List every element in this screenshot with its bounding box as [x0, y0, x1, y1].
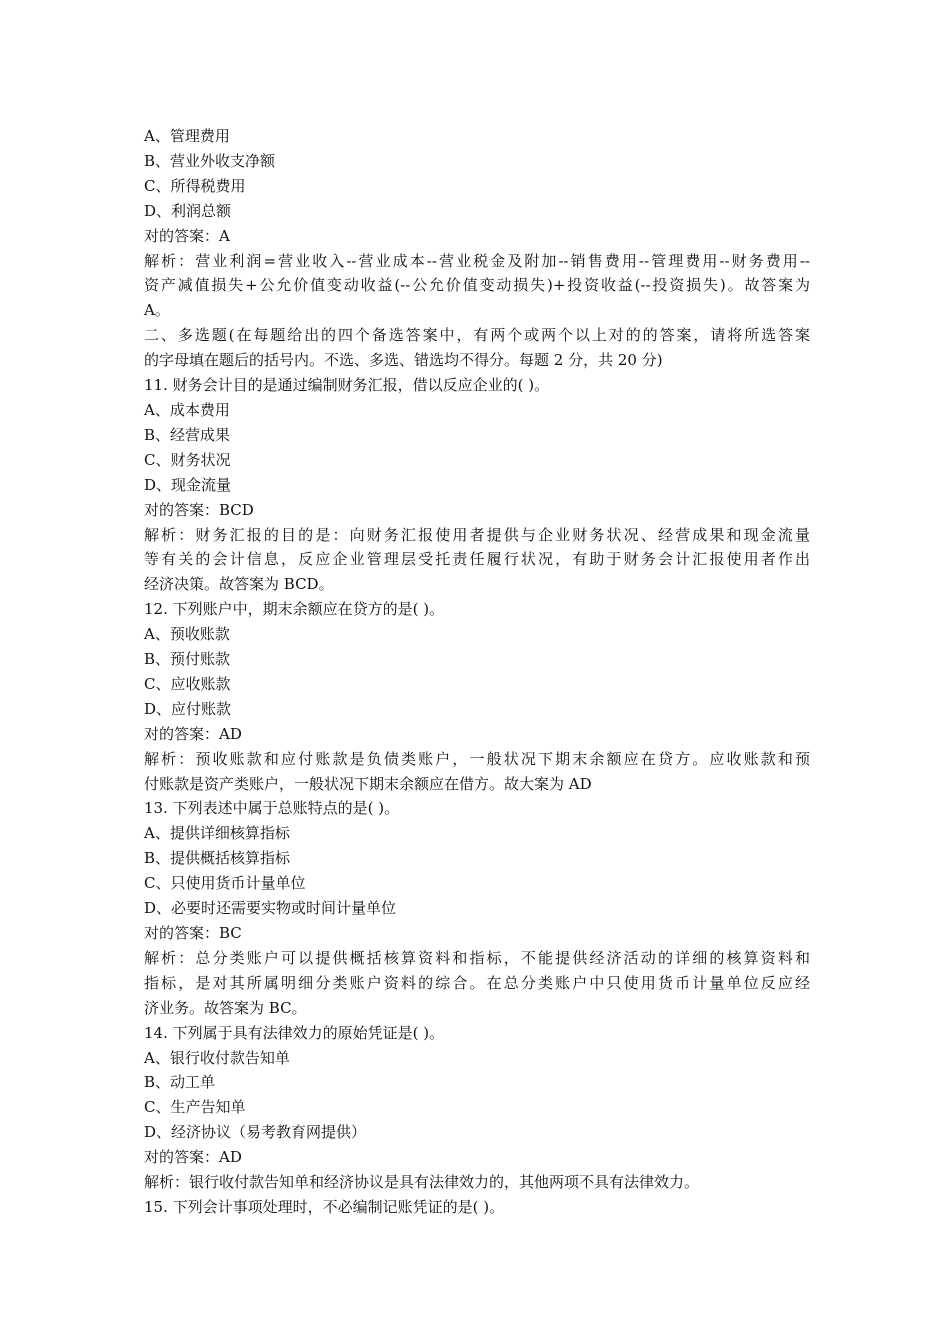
- option-line: C、生产告知单: [144, 1098, 246, 1117]
- answer-line: 对的答案：A: [144, 226, 230, 245]
- question-line: 14. 下列属于具有法律效力的原始凭证是( )。: [144, 1023, 445, 1042]
- answer-line: 对的答案：AD: [144, 1148, 242, 1167]
- explanation-line: 济业务。故答案为 BC。: [144, 998, 307, 1017]
- option-line: A、成本费用: [144, 400, 230, 419]
- explanation-line: A。: [144, 301, 170, 320]
- explanation-line: 等有关的会计信息，反应企业管理层受托责任履行状况，有助于财务会计汇报使用者作出: [144, 550, 810, 569]
- option-line: D、经济协议（易考教育网提供）: [144, 1123, 367, 1142]
- explanation-line: 解析：营业利润=营业收入--营业成本--营业税金及附加--销售费用--管理费用--财务费用--: [144, 251, 810, 270]
- answer-line: 对的答案：BC: [144, 924, 242, 942]
- explanation-line: 指标，是对其所属明细分类账户资料的综合。在总分类账户中只使用货币计量单位反应经: [144, 973, 810, 992]
- option-line: C、应收账款: [144, 674, 231, 693]
- question-line: 11. 财务会计目的是通过编制财务汇报，借以反应企业的( )。: [144, 376, 550, 395]
- explanation-line: 解析：财务汇报的目的是：向财务汇报使用者提供与企业财务状况、经营成果和现金流量: [144, 525, 810, 544]
- option-line: A、提供详细核算指标: [144, 824, 290, 843]
- explanation-line: 资产减值损失+公允价值变动收益(--公允价值变动损失)+投资收益(--投资损失)。故答案为: [144, 276, 810, 295]
- question-line: 15. 下列会计事项处理时，不必编制记账凭证的是( )。: [144, 1197, 505, 1216]
- option-line: C、所得税费用: [144, 176, 246, 195]
- section-heading: 二、多选题(在每题给出的四个备选答案中，有两个或两个以上对的的答案，请将所选答案: [144, 326, 810, 345]
- question-line: 12. 下列账户中，期末余额应在贷方的是( )。: [144, 600, 445, 619]
- option-line: B、提供概括核算指标: [144, 849, 291, 868]
- option-line: A、预收账款: [144, 625, 230, 644]
- explanation-line: 经济决策。故答案为 BCD。: [144, 575, 334, 594]
- explanation-line: 解析：总分类账户可以提供概括核算资料和指标，不能提供经济活动的详细的核算资料和: [144, 948, 810, 967]
- section-heading: 的字母填在题后的括号内。不选、多选、错选均不得分。每题 2 分，共 20 分): [144, 351, 663, 370]
- option-line: C、只使用货币计量单位: [144, 874, 306, 893]
- option-line: D、必要时还需要实物或时间计量单位: [144, 899, 397, 918]
- option-line: B、动工单: [144, 1073, 216, 1092]
- option-line: A、银行收付款告知单: [144, 1048, 290, 1067]
- option-line: B、经营成果: [144, 425, 231, 444]
- explanation-line: 付账款是资产类账户，一般状况下期末余额应在借方。故大案为 AD: [144, 774, 592, 793]
- option-line: D、应付账款: [144, 699, 232, 718]
- option-line: D、现金流量: [144, 475, 232, 494]
- explanation-line: 解析：预收账款和应付账款是负债类账户，一般状况下期末余额应在贷方。应收账款和预: [144, 749, 810, 768]
- explanation-line: 解析：银行收付款告知单和经济协议是具有法律效力的，其他两项不具有法律效力。: [144, 1173, 700, 1192]
- answer-line: 对的答案：BCD: [144, 500, 254, 519]
- document-page: [144, 124, 810, 1220]
- option-line: A、管理费用: [144, 127, 230, 145]
- option-line: B、营业外收支净额: [144, 151, 276, 170]
- question-line: 13. 下列表述中属于总账特点的是( )。: [144, 799, 400, 818]
- option-line: C、财务状况: [144, 450, 231, 469]
- option-line: B、预付账款: [144, 650, 231, 669]
- option-line: D、利润总额: [144, 201, 232, 220]
- answer-line: 对的答案：AD: [144, 724, 242, 743]
